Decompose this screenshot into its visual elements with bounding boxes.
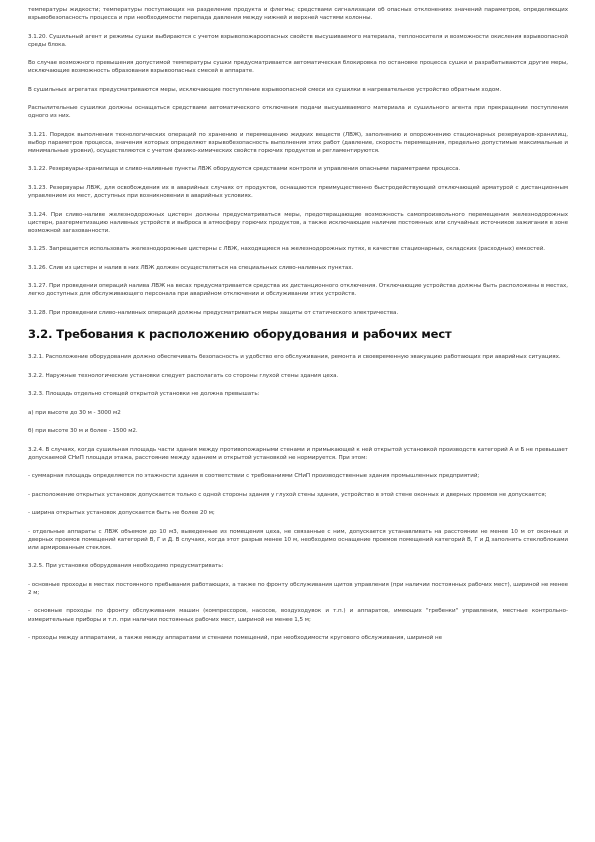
paragraph: 3.2.1. Расположение оборудования должно обеспечивать безопасность и удобство его обслуживания, ремонта и своевременную эвакуацию работающих при аварийных ситуациях.	[28, 354, 561, 361]
paragraph: - проходы между аппаратами, а также между аппаратами и стенами помещений, при необходимости кругового обслуживания, шириной не	[28, 635, 442, 641]
paragraph: 3.1.26. Слив из цистерн и налив в них ЛВЖ должен осуществляться на специальных сливо-наливных пунктах.	[28, 264, 354, 271]
paragraph: 3.2.3. Площадь отдельно стоящей открытой установки не должна превышать:	[28, 391, 260, 398]
paragraph: б) при высоте 30 м и более - 1500 м2.	[28, 428, 138, 435]
paragraph: 3.1.21. Порядок выполнения технологических операций по хранению и перемещению жидких веществ (ЛВЖ), заполнению и опорожнению стационарных резервуаров-хранилищ, выбор параметров процесса, значения которых определяют взрывобезопасность выполнения этих работ (давление, скорость перемещения, предельно допустимые максимальные и минимальные уровни), осуществляются с учетом физико-химических свойств горючих продуктов и регламентируются.	[28, 131, 568, 154]
text-block-before	[28, 6, 568, 317]
paragraph: - отдельные аппараты с ЛВЖ объемом до 10 м3, выведенные из помещения цеха, не связанные с ним, допускается устанавливать на расстоянии не менее 10 м от оконных и дверных проемов помещений категорий В, Г и Д. В случаях, когда этот разрыв менее 10 м, необходимо оснащение проемов помещений категорий В, Г и Д заполнять стеклоблоками или армированным стеклом.	[28, 528, 568, 551]
paragraph: 3.1.28. При проведении сливо-наливных операций должны предусматриваться меры защиты от статического электричества.	[28, 309, 399, 316]
paragraph: 3.2.5. При установке оборудования необходимо предусматривать:	[28, 563, 224, 570]
paragraph: 3.1.25. Запрещается использовать железнодорожные цистерны с ЛВЖ, находящиеся на железнодорожных путях, в качестве стационарных, складских (расходных) емкостей.	[28, 246, 546, 253]
paragraph: - ширина открытых установок допускается быть не более 20 м;	[28, 510, 215, 517]
paragraph: - основные проходы по фронту обслуживания машин (компрессоров, насосов, воздуходувок и т.п.) и аппаратов, имеющих "гребенки" управления, местные контрольно-измерительные приборы и т.п. при наличии постоянных рабочих мест, шириной не менее 1,5 м;	[28, 608, 568, 623]
paragraph: 3.1.20. Сушильный агент и режимы сушки выбираются с учетом взрывопожароопасных свойств высушиваемого материала, теплоносителя и возможности окисления взрывоопасной среды блока.	[28, 33, 568, 48]
paragraph: 3.2.2. Наружные технологические установки следует располагать со стороны глухой стены здания цеха.	[28, 372, 339, 379]
paragraph: - расположение открытых установок допускается только с одной стороны здания у глухой стены здания, устройство в этой стене оконных и дверных проемов не допускается;	[28, 491, 547, 498]
text-block-after	[28, 353, 568, 642]
paragraph: 3.2.4. В случаях, когда сушильная площадь части здания между противопожарными стенами и примыкающей к ней открытой установкой производств категорий А и Б не превышает допускаемой СНиП площади этажа, расстояние между зданием и открытой установкой не нормируется. При этом:	[28, 446, 568, 461]
paragraph: 3.1.23. Резервуары ЛВЖ, для освобождения их в аварийных случаях от продуктов, оснащаются преимущественно быстродействующей отключающей арматурой с дистанционным управлением из мест, доступных при возникновении в аварийных условиях.	[28, 184, 568, 200]
paragraph: Во случае возможного превышения допустимой температуры сушки предусматривается автоматическая блокировка по остановке процесса сушки и разрабатываются другие меры, исключающие возможность образования взрывоопасных смесей в аппарате.	[28, 60, 568, 75]
paragraph: 3.1.22. Резервуары-хранилища и сливо-наливные пункты ЛВЖ оборудуются средствами контроля и управления опасными параметрами процесса.	[28, 166, 461, 173]
paragraph: а) при высоте до 30 м - 3000 м2	[28, 409, 121, 416]
paragraph: - основные проходы в местах постоянного пребывания работающих, а также по фронту обслуживания щитов управления (при наличии постоянных рабочих мест), шириной не менее 2 м;	[28, 581, 568, 596]
paragraph: 3.1.27. При проведении операций налива ЛВЖ на весах предусматривается средства их дистанционного отключения. Отключающие устройства должны быть расположены в местах, легко доступных для обслуживающего персонала при аварийном отключении и обслуживании этих устройств.	[28, 283, 568, 298]
paragraph: температуры жидкости; температуры поступающих на разделение продукта и флегмы; средствами сигнализации об опасных отклонениях значений параметров, определяющих взрывобезопасность процесса и при необходимости перепада давления между нижней и верхней частями колонны.	[28, 7, 568, 22]
paragraph: Распылительные сушилки должны оснащаться средствами автоматического отключения подачи высушиваемого материала и сушильного агента при прекращении поступления одного из них.	[28, 105, 568, 120]
paragraph: - суммарная площадь определяется по этажности здания в соответствии с требованиями СНиП производственные здания промышленных предприятий;	[28, 473, 480, 480]
paragraph: 3.1.24. При сливо-наливе железнодорожных цистерн должны предусматриваться меры, предотвращающие возможность самопроизвольного перемещения железнодорожных цистерн, разгерметизацию наливных устройств и выброса в атмосферу горючих продуктов, а также исключающие наличие постоянных или случайных источников зажигания в зоне возможной загазованности.	[28, 211, 568, 234]
section-heading: 3.2. Требования к расположению оборудования и рабочих мест	[28, 327, 452, 342]
paragraph: В сушильных агрегатах предусматриваются меры, исключающие поступление взрывоопасной смеси из сушилки в нагревательное устройство обратным ходом.	[28, 86, 502, 93]
